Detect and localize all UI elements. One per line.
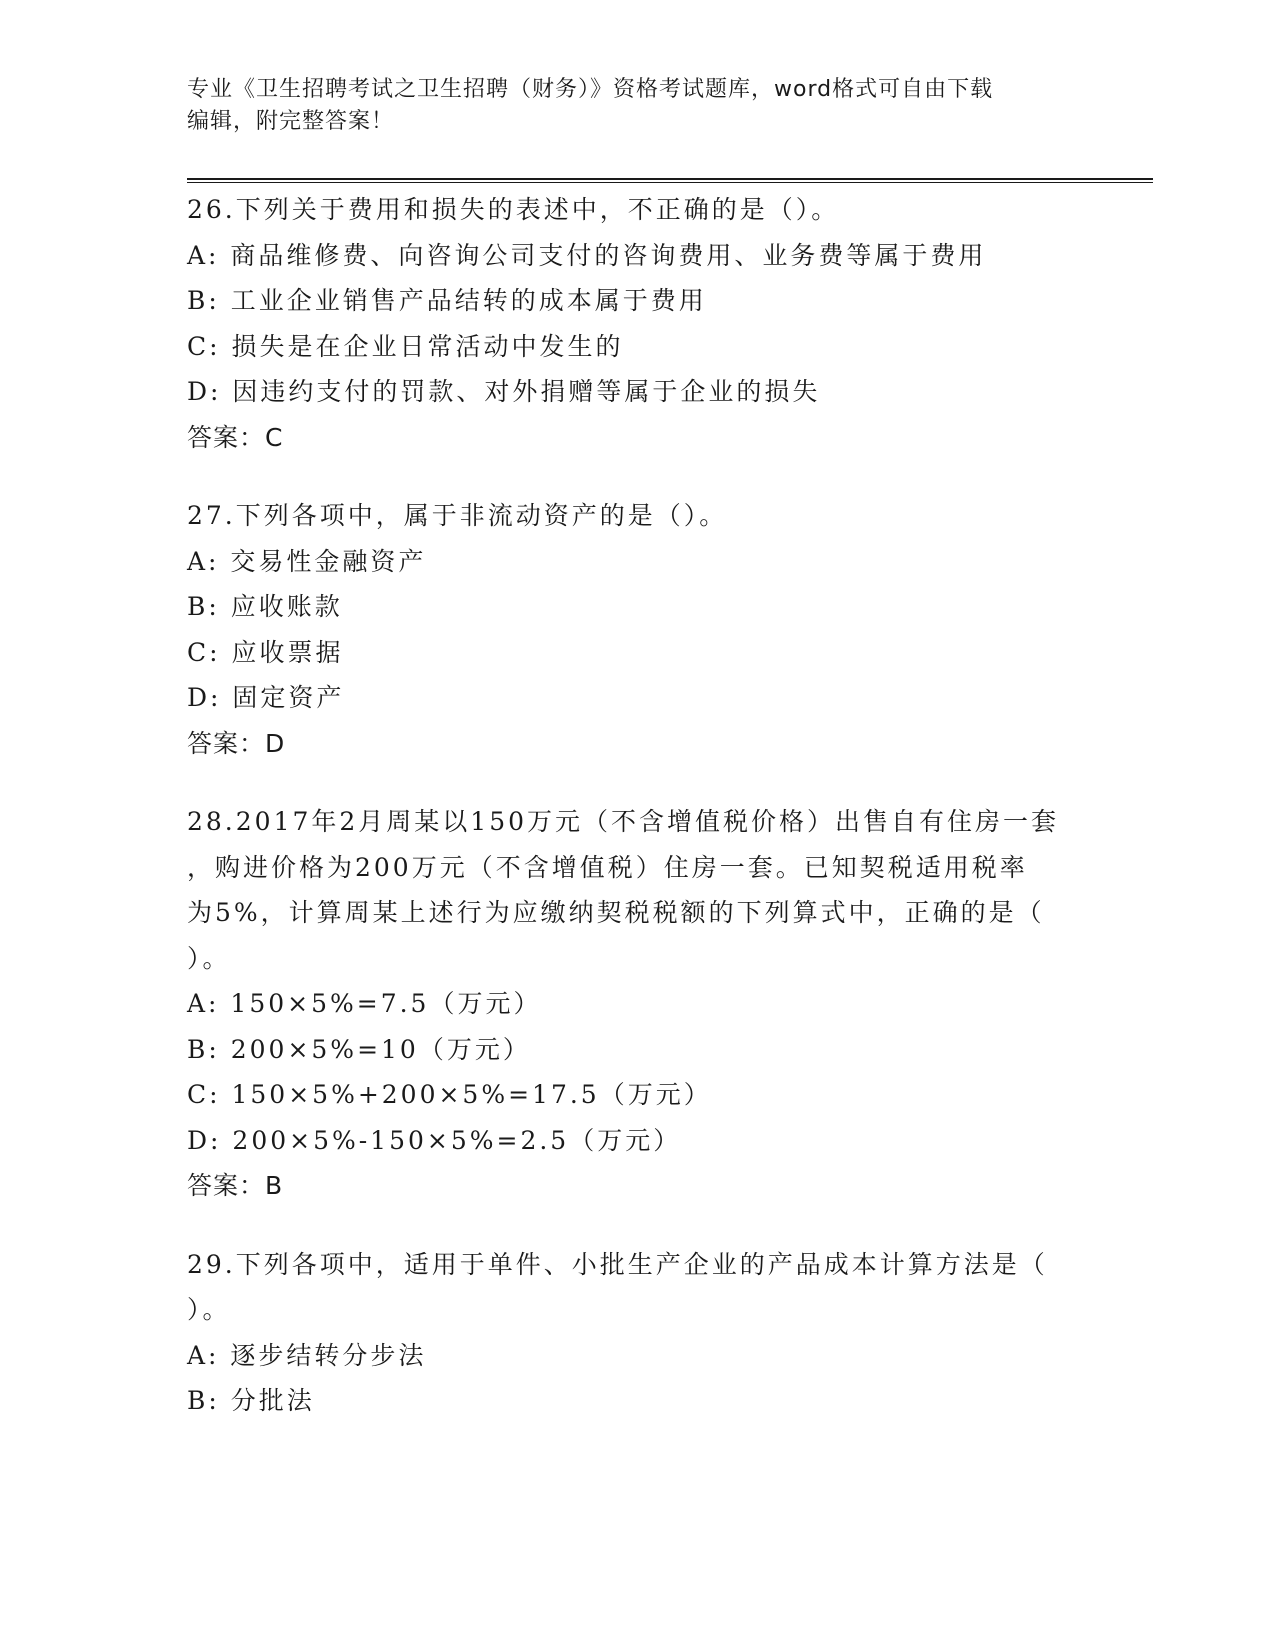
stem-line: ，购进价格为200万元（不含增值税）住房一套。已知契税适用税率	[187, 852, 1028, 882]
option-a: A: 150×5%=7.5（万元）	[187, 989, 542, 1018]
question-list	[187, 187, 1087, 1457]
question-stem	[187, 187, 1087, 233]
answer-label: 答案：C	[187, 422, 284, 452]
option-c: C: 应收票据	[187, 637, 344, 667]
option-c: C: 损失是在企业日常活动中发生的	[187, 331, 624, 361]
option-b: B: 应收账款	[187, 592, 343, 621]
option-d: D: 因违约支付的罚款、对外捐赠等属于企业的损失	[187, 377, 821, 406]
option-b: B: 工业企业销售产品结转的成本属于费用	[187, 286, 707, 315]
question-28	[187, 799, 1087, 1209]
stem-line: 27.下列各项中，属于非流动资产的是（）。	[187, 501, 728, 530]
stem-line: 29.下列各项中，适用于单件、小批生产企业的产品成本计算方法是（	[187, 1249, 1048, 1279]
question-stem	[187, 799, 1087, 981]
stem-line: ）。	[187, 943, 231, 973]
option-d: D: 200×5%-150×5%=2.5（万元）	[187, 1125, 682, 1155]
header-divider	[187, 178, 1153, 180]
stem-line: ）。	[187, 1295, 231, 1324]
header-line-1: 专业《卫生招聘考试之卫生招聘（财务）》资格考试题库，word格式可自由下载	[187, 77, 994, 102]
answer-label: 答案：D	[187, 728, 286, 758]
question-stem	[187, 1242, 1087, 1333]
option-b: B: 200×5%=10（万元）	[187, 1034, 531, 1064]
question-27	[187, 493, 1087, 766]
option-a: A: 交易性金融资产	[187, 546, 427, 576]
header-line-2: 编辑，附完整答案！	[187, 109, 395, 134]
question-stem	[187, 493, 1087, 539]
header-divider-thin	[187, 182, 1153, 183]
stem-line: 28.2017年2月周某以150万元（不含增值税价格）出售自有住房一套	[187, 807, 1060, 836]
question-29	[187, 1242, 1087, 1424]
stem-line: 为5%，计算周某上述行为应缴纳契税税额的下列算式中，正确的是（	[187, 898, 1045, 927]
answer-label: 答案：B	[187, 1171, 284, 1200]
document-header	[187, 74, 1087, 138]
question-26	[187, 187, 1087, 460]
stem-line: 26.下列关于费用和损失的表述中，不正确的是（）。	[187, 195, 840, 224]
option-a: A: 逐步结转分步法	[187, 1340, 427, 1370]
option-a: A: 商品维修费、向咨询公司支付的咨询费用、业务费等属于费用	[187, 240, 987, 270]
option-d: D: 固定资产	[187, 683, 345, 712]
option-b: B: 分批法	[187, 1386, 315, 1415]
option-c: C: 150×5%+200×5%=17.5（万元）	[187, 1080, 712, 1109]
